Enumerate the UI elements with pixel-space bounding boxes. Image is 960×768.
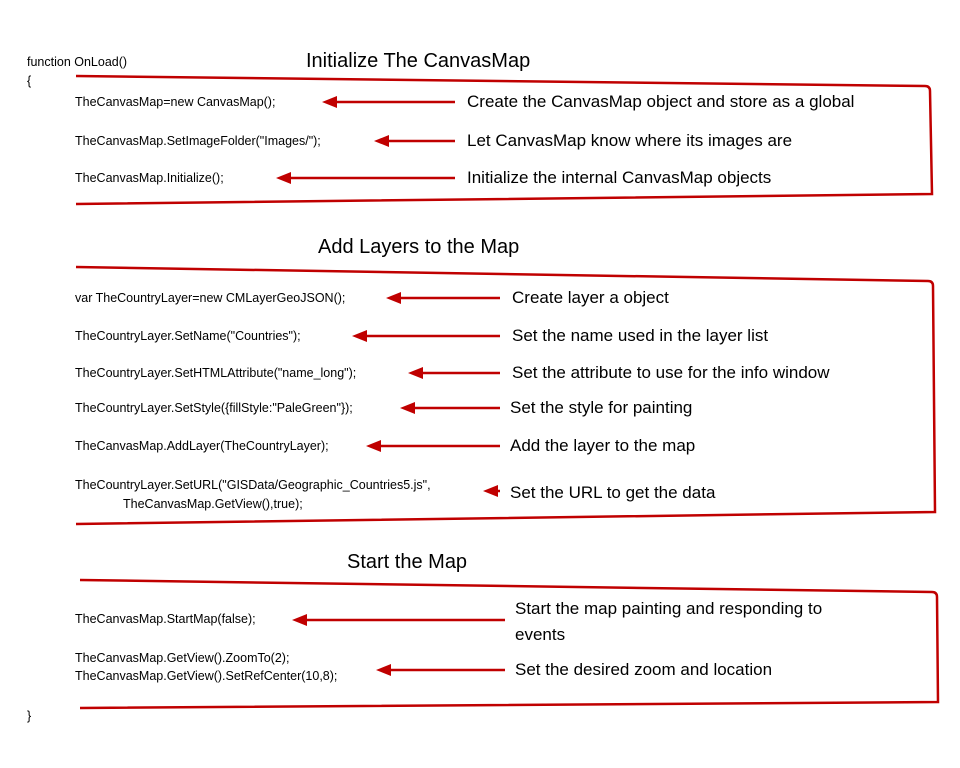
step-note: Set the style for painting xyxy=(510,398,693,417)
arrow-step-1-2 xyxy=(374,135,455,147)
code-line: TheCountryLayer.SetName("Countries"); xyxy=(75,329,301,343)
arrow-step-2-1 xyxy=(386,292,500,304)
code-line-continued: TheCanvasMap.GetView(),true); xyxy=(123,497,303,511)
step-note-continued: events xyxy=(515,625,566,644)
step-note: Set the desired zoom and location xyxy=(515,660,773,679)
arrow-step-3-1 xyxy=(292,614,505,626)
section-title: Add Layers to the Map xyxy=(318,236,520,258)
code-line: TheCanvasMap.Initialize(); xyxy=(75,171,224,185)
arrow-step-2-3 xyxy=(408,367,500,379)
step-note: Set the name used in the layer list xyxy=(512,326,769,345)
section-title: Start the Map xyxy=(347,551,468,573)
step-note: Create the CanvasMap object and store as a global xyxy=(467,92,855,111)
brace-close: } xyxy=(27,709,32,723)
code-line: TheCanvasMap.SetImageFolder("Images/"); xyxy=(75,134,321,148)
section-title: Initialize The CanvasMap xyxy=(306,50,531,72)
code-line: TheCanvasMap=new CanvasMap(); xyxy=(75,95,276,109)
code-line: TheCountryLayer.SetURL("GISData/Geographic_Countries5.js", xyxy=(75,478,431,492)
function-header: function OnLoad() xyxy=(27,55,128,69)
arrow-step-2-4 xyxy=(400,402,500,414)
step-note: Create layer a object xyxy=(512,288,669,307)
step-note: Add the layer to the map xyxy=(510,436,696,455)
code-line: TheCanvasMap.StartMap(false); xyxy=(75,612,256,626)
arrow-step-2-5 xyxy=(366,440,500,452)
arrow-step-2-2 xyxy=(352,330,500,342)
code-line: TheCanvasMap.GetView().ZoomTo(2); xyxy=(75,651,290,665)
arrow-step-1-3 xyxy=(276,172,455,184)
code-line: TheCountryLayer.SetHTMLAttribute("name_long"); xyxy=(75,366,357,380)
arrow-step-2-6 xyxy=(483,485,500,497)
step-note: Set the URL to get the data xyxy=(510,483,716,502)
code-line-continued: TheCanvasMap.GetView().SetRefCenter(10,8); xyxy=(75,669,338,683)
step-note: Initialize the internal CanvasMap objects xyxy=(467,168,772,187)
step-note: Let CanvasMap know where its images are xyxy=(467,131,793,150)
code-line: var TheCountryLayer=new CMLayerGeoJSON(); xyxy=(75,291,346,305)
step-note: Set the attribute to use for the info window xyxy=(512,363,830,382)
step-note: Start the map painting and responding to xyxy=(515,599,823,618)
arrow-step-1-1 xyxy=(322,96,455,108)
brace-open: { xyxy=(27,74,32,88)
arrow-step-3-2 xyxy=(376,664,505,676)
code-line: TheCountryLayer.SetStyle({fillStyle:"PaleGreen"}); xyxy=(75,401,353,415)
code-line: TheCanvasMap.AddLayer(TheCountryLayer); xyxy=(75,439,329,453)
